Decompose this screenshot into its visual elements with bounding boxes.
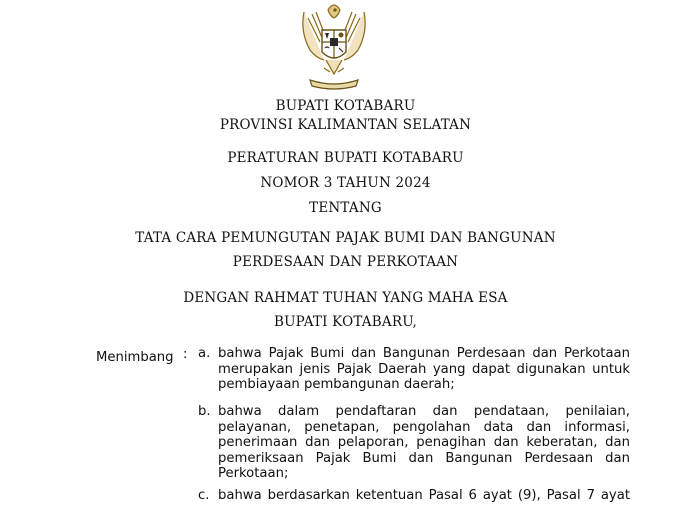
opening-line1: DENGAN RAHMAT TUHAN YANG MAHA ESA	[183, 290, 508, 306]
regulation-about: TENTANG	[309, 200, 382, 216]
header-bupati: BUPATI KOTABARU	[275, 98, 416, 114]
item-c-text	[218, 488, 630, 504]
item-b-line: pemeriksaan Pajak Bumi dan Bangunan Perdesaan dan	[218, 450, 630, 466]
regulation-title: PERATURAN BUPATI KOTABARU	[227, 150, 464, 166]
opening-line2: BUPATI KOTABARU,	[273, 314, 418, 330]
regulation-number: NOMOR 3 TAHUN 2024	[260, 175, 431, 191]
item-b-line: pelayanan, penetapan, pengolahan data dan informasi,	[218, 419, 630, 435]
item-b-text	[218, 404, 630, 482]
garuda-emblem-icon	[296, 2, 372, 94]
considering-colon: :	[183, 347, 188, 362]
item-a-text	[218, 346, 630, 393]
item-a-line: merupakan jenis Pajak Daerah yang dapat digunakan untuk	[218, 361, 630, 377]
regulation-subject-line2: PERDESAAN DAN PERKOTAAN	[232, 254, 459, 270]
item-a-line: bahwa Pajak Bumi dan Bangunan Perdesaan dan Perkotaan	[218, 346, 630, 361]
regulation-subject-line1: TATA CARA PEMUNGUTAN PAJAK BUMI DAN BANGUNAN	[135, 230, 556, 246]
item-b-line: penerimaan dan pelaporan, penagihan dan keberatan, dan	[218, 435, 630, 451]
item-a-line: pembiayaan pembangunan daerah;	[218, 377, 455, 393]
considering-label: Menimbang	[96, 350, 174, 365]
item-b-marker: b.	[198, 404, 211, 419]
header-province: PROVINSI KALIMANTAN SELATAN	[219, 117, 472, 133]
item-c-line: bahwa berdasarkan ketentuan Pasal 6 ayat (9), Pasal 7 ayat	[218, 488, 630, 503]
item-b-line: bahwa dalam pendaftaran dan pendataan, penilaian,	[218, 404, 630, 419]
item-a-marker: a.	[198, 346, 211, 361]
item-c-marker: c.	[198, 488, 210, 503]
item-b-line: Perkotaan;	[218, 466, 289, 482]
